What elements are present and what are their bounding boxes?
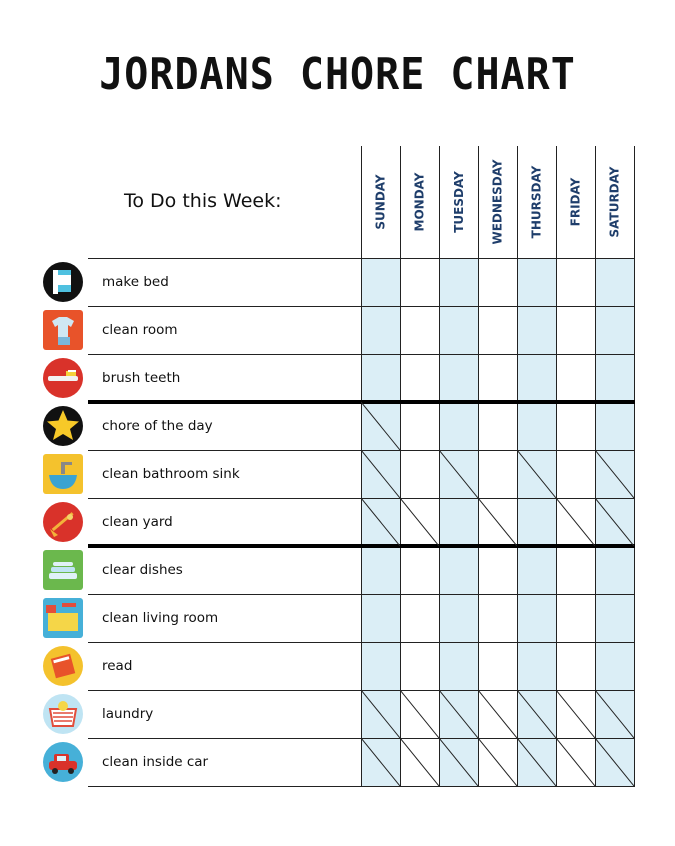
chore-cell-monday[interactable] <box>400 546 439 594</box>
chore-cell-monday[interactable] <box>400 258 439 306</box>
chore-cell-saturday[interactable] <box>595 402 634 450</box>
chore-cell-thursday[interactable] <box>517 402 556 450</box>
rake-icon <box>42 501 84 543</box>
chore-cell-tuesday[interactable] <box>439 738 478 786</box>
chore-cell-friday[interactable] <box>556 738 595 786</box>
chore-cell-thursday[interactable] <box>517 642 556 690</box>
star-icon <box>42 405 84 447</box>
chore-cell-sunday[interactable] <box>361 498 400 546</box>
chore-cell-friday[interactable] <box>556 594 595 642</box>
chore-cell-thursday[interactable] <box>517 258 556 306</box>
chore-cell-tuesday[interactable] <box>439 258 478 306</box>
chore-cell-friday[interactable] <box>556 546 595 594</box>
chore-cell-monday[interactable] <box>400 306 439 354</box>
chore-cell-tuesday[interactable] <box>439 498 478 546</box>
couch-icon <box>42 597 84 639</box>
chore-cell-monday[interactable] <box>400 738 439 786</box>
todo-heading: To Do this Week: <box>124 190 282 212</box>
chore-cell-wednesday[interactable] <box>478 450 517 498</box>
chore-cell-thursday[interactable] <box>517 450 556 498</box>
toothbrush-icon <box>42 357 84 399</box>
chore-cell-saturday[interactable] <box>595 450 634 498</box>
chore-cell-monday[interactable] <box>400 450 439 498</box>
chore-cell-friday[interactable] <box>556 306 595 354</box>
chore-label: clean room <box>102 322 178 338</box>
chore-cell-friday[interactable] <box>556 450 595 498</box>
day-header-label: SUNDAY <box>373 174 388 230</box>
chore-cell-tuesday[interactable] <box>439 402 478 450</box>
grid-horizontal-line <box>88 786 635 787</box>
book-icon <box>42 645 84 687</box>
chore-cell-sunday[interactable] <box>361 450 400 498</box>
chore-cell-friday[interactable] <box>556 498 595 546</box>
chore-label: clean yard <box>102 514 173 530</box>
chore-cell-monday[interactable] <box>400 642 439 690</box>
chore-cell-monday[interactable] <box>400 498 439 546</box>
bed-icon <box>42 261 84 303</box>
chore-cell-thursday[interactable] <box>517 738 556 786</box>
chore-cell-saturday[interactable] <box>595 498 634 546</box>
laundry-basket-icon <box>42 693 84 735</box>
day-header-label: THURSDAY <box>529 165 544 239</box>
day-header-sunday <box>361 146 400 258</box>
chore-cell-sunday[interactable] <box>361 402 400 450</box>
chore-cell-wednesday[interactable] <box>478 354 517 402</box>
chore-cell-tuesday[interactable] <box>439 450 478 498</box>
chore-cell-tuesday[interactable] <box>439 594 478 642</box>
chore-cell-saturday[interactable] <box>595 738 634 786</box>
chore-cell-friday[interactable] <box>556 402 595 450</box>
chore-label: brush teeth <box>102 370 181 386</box>
chore-label: clean living room <box>102 610 219 626</box>
chore-cell-tuesday[interactable] <box>439 546 478 594</box>
day-header-label: SATURDAY <box>607 166 622 238</box>
chart-title: JORDANS CHORE CHART <box>99 50 576 100</box>
chore-label: clean bathroom sink <box>102 466 240 482</box>
chore-cell-saturday[interactable] <box>595 306 634 354</box>
sink-icon <box>42 453 84 495</box>
chore-cell-wednesday[interactable] <box>478 258 517 306</box>
chore-cell-thursday[interactable] <box>517 594 556 642</box>
chore-cell-wednesday[interactable] <box>478 594 517 642</box>
chore-cell-friday[interactable] <box>556 354 595 402</box>
chore-cell-wednesday[interactable] <box>478 690 517 738</box>
chore-cell-wednesday[interactable] <box>478 546 517 594</box>
day-header-monday <box>400 146 439 258</box>
day-header-label: WEDNESDAY <box>490 159 505 245</box>
chore-cell-thursday[interactable] <box>517 498 556 546</box>
day-header-friday <box>556 146 595 258</box>
chore-cell-wednesday[interactable] <box>478 738 517 786</box>
chore-cell-thursday[interactable] <box>517 354 556 402</box>
day-header-wednesday <box>478 146 517 258</box>
chore-cell-sunday[interactable] <box>361 354 400 402</box>
chore-cell-monday[interactable] <box>400 594 439 642</box>
chore-cell-sunday[interactable] <box>361 594 400 642</box>
day-header-tuesday <box>439 146 478 258</box>
chore-cell-sunday[interactable] <box>361 258 400 306</box>
chore-cell-thursday[interactable] <box>517 690 556 738</box>
day-header-label: MONDAY <box>412 172 427 232</box>
chore-cell-tuesday[interactable] <box>439 354 478 402</box>
chore-cell-saturday[interactable] <box>595 690 634 738</box>
chore-cell-friday[interactable] <box>556 258 595 306</box>
chore-cell-saturday[interactable] <box>595 258 634 306</box>
chore-cell-wednesday[interactable] <box>478 306 517 354</box>
day-header-label: FRIDAY <box>568 177 583 227</box>
day-header-thursday <box>517 146 556 258</box>
chore-cell-tuesday[interactable] <box>439 642 478 690</box>
car-icon <box>42 741 84 783</box>
chore-cell-sunday[interactable] <box>361 642 400 690</box>
chore-cell-tuesday[interactable] <box>439 306 478 354</box>
chore-cell-wednesday[interactable] <box>478 642 517 690</box>
dishes-icon <box>42 549 84 591</box>
chore-cell-monday[interactable] <box>400 402 439 450</box>
chore-cell-wednesday[interactable] <box>478 402 517 450</box>
chore-cell-saturday[interactable] <box>595 546 634 594</box>
chore-cell-sunday[interactable] <box>361 738 400 786</box>
day-header-label: TUESDAY <box>451 171 466 233</box>
chore-cell-friday[interactable] <box>556 642 595 690</box>
chore-label: make bed <box>102 274 169 290</box>
chore-label: laundry <box>102 706 154 722</box>
chore-cell-saturday[interactable] <box>595 594 634 642</box>
chore-cell-monday[interactable] <box>400 354 439 402</box>
chore-label: chore of the day <box>102 418 213 434</box>
chore-cell-friday[interactable] <box>556 690 595 738</box>
chore-cell-saturday[interactable] <box>595 642 634 690</box>
chore-cell-sunday[interactable] <box>361 546 400 594</box>
chore-cell-saturday[interactable] <box>595 354 634 402</box>
chore-cell-wednesday[interactable] <box>478 498 517 546</box>
day-header-saturday <box>595 146 634 258</box>
chore-cell-monday[interactable] <box>400 690 439 738</box>
chore-cell-thursday[interactable] <box>517 546 556 594</box>
chore-label: clean inside car <box>102 754 209 770</box>
chore-label: read <box>102 658 133 674</box>
chore-label: clear dishes <box>102 562 183 578</box>
chore-cell-tuesday[interactable] <box>439 690 478 738</box>
chore-cell-sunday[interactable] <box>361 690 400 738</box>
chore-cell-sunday[interactable] <box>361 306 400 354</box>
chore-cell-thursday[interactable] <box>517 306 556 354</box>
shirt-icon <box>42 309 84 351</box>
